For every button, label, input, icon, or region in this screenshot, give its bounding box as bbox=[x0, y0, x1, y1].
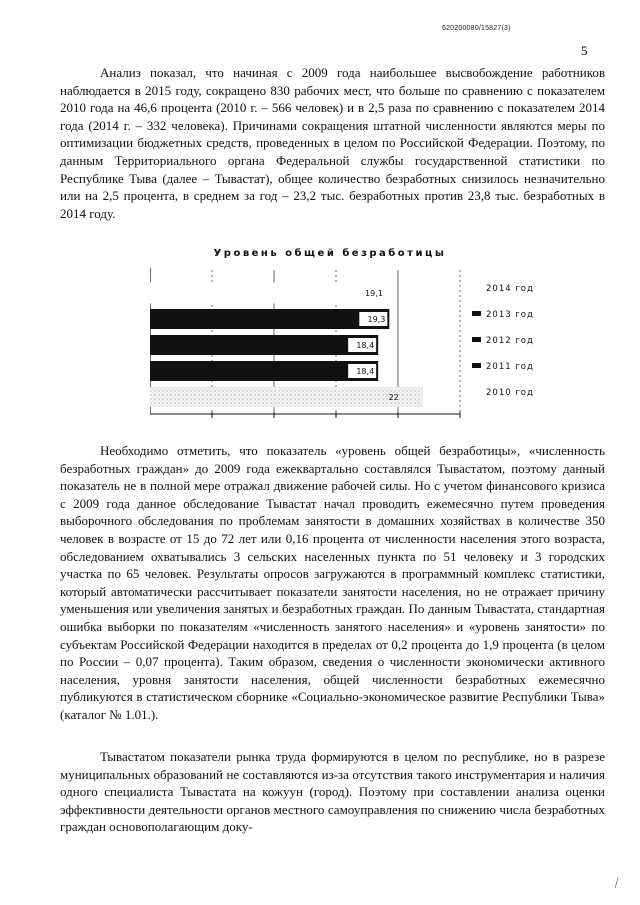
bar-value-label: 18,4 bbox=[356, 367, 375, 376]
chart-title: Уровень общей безработицы bbox=[213, 248, 447, 259]
legend-label: 2010 год bbox=[486, 388, 534, 398]
legend-swatch bbox=[472, 311, 481, 316]
bar-value-label: 19,3 bbox=[367, 315, 386, 324]
paragraph-analysis: Анализ показал, что начиная с 2009 года наибольшее высвобождение работников наблюдается в 2015 году, сокращено 830 рабочих мест, что больше по сравнению с показателем 2010 года на 46,6 процента (2010 г. – 566 человек) и в 2,5 раза по сравнению с показателем 2014 года (2014 г. – 332 человека). Причинами сокращения штатной численности являются меры по оптимизации бюджетных средств, проведенных в целом по Российской Федерации. Поэтому, по данным Территориального органа Федеральной службы государственной статистики по Республике Тыва (далее – Тывастат), общее количество безработных снизилось незначительно или на 2,5 процента, в среднем за год – 23,2 тыс. безработных против 23,8 тыс. безработных в 2014 году. bbox=[60, 65, 605, 221]
legend-swatch bbox=[472, 363, 481, 368]
bar-2010-год bbox=[150, 387, 423, 407]
bar-value-label: 22 bbox=[388, 393, 399, 402]
legend-label: 2014 год bbox=[486, 284, 534, 294]
document-number: 620200080/15827(3) bbox=[442, 25, 511, 32]
page-number: 5 bbox=[581, 43, 588, 58]
legend-swatch bbox=[472, 337, 481, 342]
bar-2011-год bbox=[150, 361, 378, 381]
bar-value-label: 19,1 bbox=[365, 289, 383, 298]
paragraph-municipal: Тывастатом показатели рынка труда формируются в целом по республике, но в разрезе муниципальных образований не составляются из-за отсутствия такого инструментария и наличия одного специалиста Тывастата на кожуун (город). Поэтому при составлении анализа оценки эффективности деятельности органов местного самоуправления по снижению числа безработных граждан основополагающим доку- bbox=[60, 749, 605, 835]
unemployment-bar-chart bbox=[150, 262, 570, 420]
paragraph-methodology: Необходимо отметить, что показатель «уровень общей безработицы», «численность безработных граждан» до 2009 года ежеквартально составлялся Тывастатом, поэтому данный показатель не в полной мере отражал движение рабочей силы. Но с учетом финансового кризиса с 2009 года данное обследование Тывастат начал проводить ежемесячно путем проведения выборочного обследования по проблемам занятости в домашних хозяйствах в количестве 350 человек в возрасте от 15 до 72 лет или 0,16 процента от численности населения этого возраста, обследованием охватывались 3 сельских населенных пункта по 51 человеку и 3 городских участка по 65 человек. Результаты опросов загружаются в программный комплекс статистики, который автоматически рассчитывает показатели занятости населения, но не отражает причину уменьшения или увеличения занятых и безработных граждан. По данным Тывастата, стандартная ошибка выборки по показателям «численность занятого населения» и «уровень занятости» по субъектам Российской Федерации находится в пределах от 0,2 процента до 1,9 процента (в целом по России – 0,07 процента). Таким образом, сведения о численности экономически активного населения, уровня занятости населения, общей численности безработных ежемесячно публикуются в статистическом сборнике «Социально-экономическое развитие Республики Тыва» (каталог № 1.01.). bbox=[60, 443, 605, 722]
legend-label: 2012 год bbox=[486, 336, 534, 346]
bar-value-label: 18,4 bbox=[356, 341, 375, 350]
bar-2014-год bbox=[150, 283, 387, 303]
bar-2013-год bbox=[150, 309, 389, 329]
bar-2012-год bbox=[150, 335, 378, 355]
legend-label: 2011 год bbox=[486, 362, 534, 372]
margin-mark: ⁄ bbox=[613, 876, 621, 891]
legend-label: 2013 год bbox=[486, 310, 534, 320]
